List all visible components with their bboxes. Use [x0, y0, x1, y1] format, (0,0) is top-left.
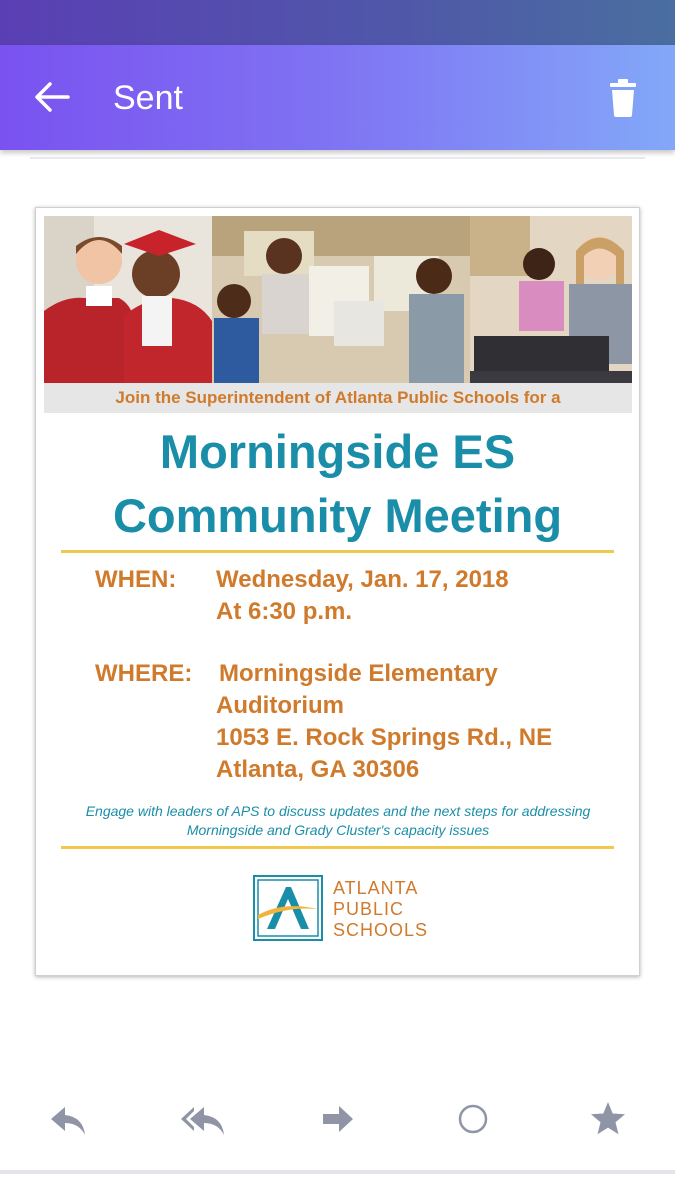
reply-all-icon: [178, 1097, 228, 1141]
forward-button[interactable]: [313, 1097, 363, 1141]
logo-text-line2: PUBLIC: [333, 899, 405, 919]
where-room: Auditorium: [216, 692, 344, 719]
divider: [0, 1170, 675, 1174]
when-time: At 6:30 p.m.: [216, 598, 353, 625]
back-button[interactable]: [28, 75, 76, 119]
divider: [30, 157, 645, 159]
mark-button[interactable]: [448, 1097, 498, 1141]
where-label: WHERE:: [95, 660, 193, 687]
headline-event: Community Meeting: [112, 489, 563, 542]
when-label: WHEN:: [95, 566, 177, 593]
divider: [61, 846, 614, 849]
app-bar: [0, 45, 675, 150]
where-venue: Morningside Elementary: [219, 660, 498, 687]
reply-button[interactable]: [43, 1097, 93, 1141]
headline-school: Morningside ES: [159, 425, 516, 478]
reply-icon: [43, 1097, 93, 1141]
star-button[interactable]: [583, 1097, 633, 1141]
aps-logo: [253, 875, 323, 941]
forward-icon: [313, 1097, 363, 1141]
page-title: Sent: [113, 79, 183, 117]
where-city: Atlanta, GA 30306: [216, 756, 420, 783]
where-street: 1053 E. Rock Springs Rd., NE: [216, 724, 553, 751]
arrow-left-icon: [28, 75, 76, 119]
logo-text-line1: ATLANTA: [333, 878, 419, 898]
status-bar: [0, 0, 675, 45]
engage-text-line1: Engage with leaders of APS to discuss updates and the next steps for addressing: [85, 803, 591, 819]
flyer-image[interactable]: [35, 207, 640, 976]
reply-all-button[interactable]: [178, 1097, 228, 1141]
action-bar: [0, 1085, 675, 1155]
delete-button[interactable]: [598, 73, 648, 123]
invite-banner: Join the Superintendent of Atlanta Public Schools for a: [44, 383, 632, 413]
student-photos: [44, 216, 632, 391]
engage-text-line2: Morningside and Grady Cluster's capacity issues: [186, 822, 490, 838]
circle-icon: [448, 1097, 498, 1141]
logo-text-line3: SCHOOLS: [333, 920, 429, 940]
trash-icon: [598, 73, 648, 123]
divider: [61, 550, 614, 553]
when-date: Wednesday, Jan. 17, 2018: [216, 566, 509, 593]
star-icon: [583, 1097, 633, 1141]
